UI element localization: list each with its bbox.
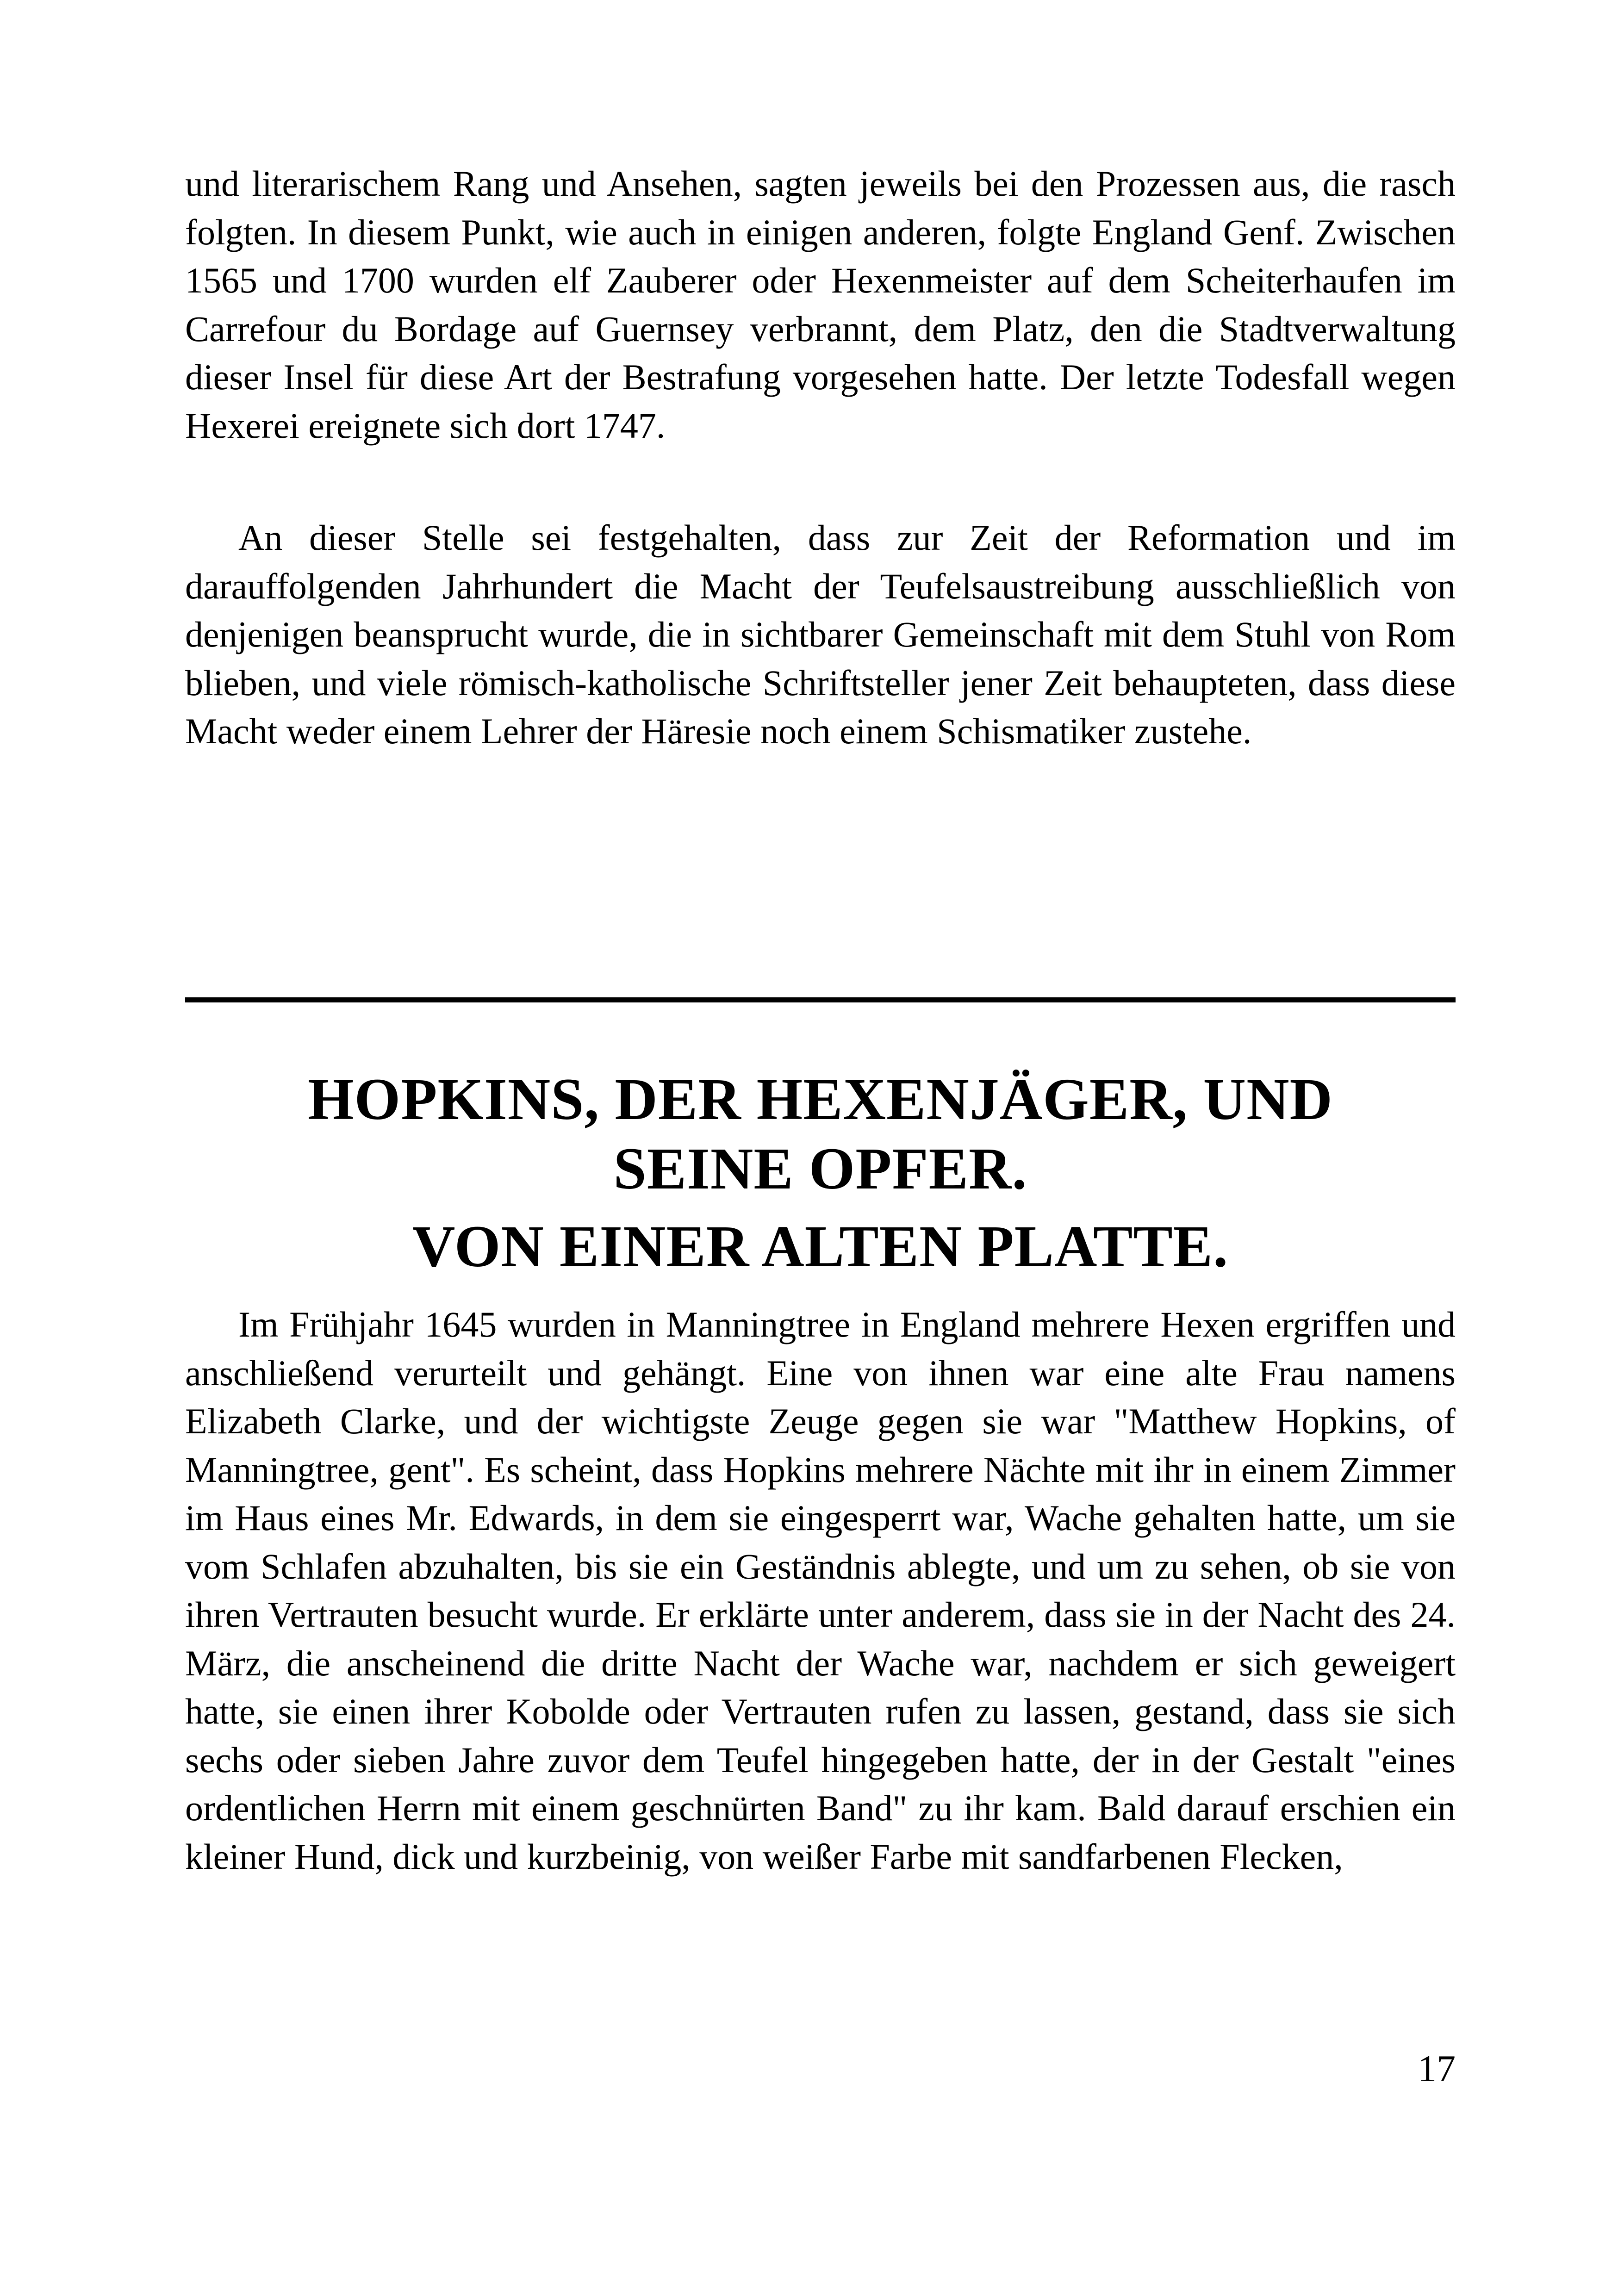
chapter-title-line-1: HOPKINS, DER HEXENJÄGER, UND [308, 1066, 1333, 1132]
chapter-title [185, 1064, 1456, 1203]
paragraph-hopkins: Im Frühjahr 1645 wurden in Manningtree in England mehrere Hexen ergriffen und anschließend verurteilt und gehängt. Eine von ihnen war eine alte Frau namens Elizabeth Clarke, und der wichtigste Zeuge gegen sie war "Matthew Hopkins, of Manningtree, gent". Es scheint, dass Hopkins mehrere Nächte mit ihr in einem Zimmer im Haus eines Mr. Edwards, in dem sie eingesperrt war, Wache gehalten hatte, um sie vom Schlafen abzuhalten, bis sie ein Geständnis ablegte, und um zu sehen, ob sie von ihren Vertrauten besucht wurde. Er erklärte unter anderem, dass sie in der Nacht des 24. März, die anscheinend die dritte Nacht der Wache war, nachdem er sich geweigert hatte, sie einen ihrer Kobolde oder Vertrauten rufen zu lassen, gestand, dass sie sich sechs oder sieben Jahre zuvor dem Teufel hingegeben hatte, der in der Gestalt "eines ordentlichen Herrn mit einem geschnürten Band" zu ihr kam. Bald darauf erschien ein kleiner Hund, dick und kurzbeinig, von weißer Farbe mit sandfarbenen Flecken, [185, 1304, 1456, 1877]
paragraph-continued: und literarischem Rang und Ansehen, sagten jeweils bei den Prozessen aus, die rasch folgten. In diesem Punkt, wie auch in einigen anderen, folgte England Genf. Zwischen 1565 und 1700 wurden elf Zauberer oder Hexenmeister auf dem Scheiterhaufen im Carrefour du Bordage auf Guernsey verbrannt, dem Platz, den die Stadtverwaltung dieser Insel für diese Art der Bestrafung vorgesehen hatte. Der letzte Todesfall wegen Hexerei ereignete sich dort 1747. [185, 163, 1456, 446]
chapter-subtitle: VON EINER ALTEN PLATTE. [412, 1213, 1229, 1279]
chapter-title-line-2: SEINE OPFER. [613, 1136, 1027, 1201]
page-number: 17 [1418, 2047, 1456, 2090]
paragraph-reformation: An dieser Stelle sei festgehalten, dass zur Zeit der Reformation und im darauffolgenden Jahrhundert die Macht der Teufelsaustreibung ausschließlich von denjenigen beansprucht wurde, die in sichtbarer Gemeinschaft mit dem Stuhl von Rom blieben, und viele römisch-katholische Schriftsteller jener Zeit behaupteten, dass diese Macht weder einem Lehrer der Häresie noch einem Schismatiker zustehe. [185, 517, 1456, 751]
section-divider [185, 997, 1456, 1002]
